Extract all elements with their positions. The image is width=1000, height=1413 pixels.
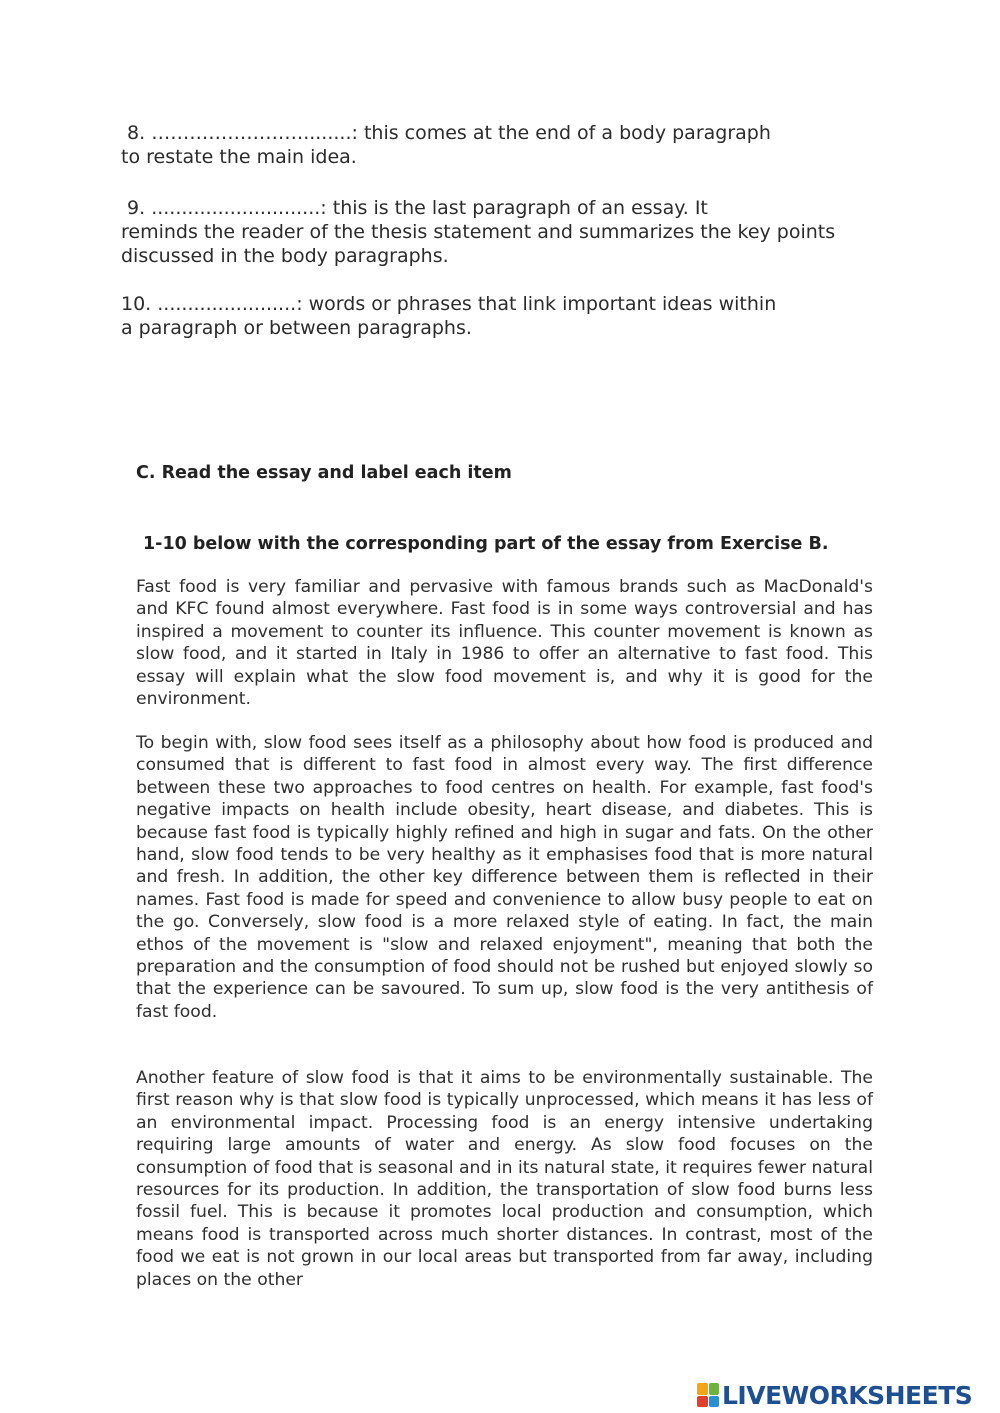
definition-item-9 (121, 196, 861, 268)
definition-item-10 (121, 292, 861, 340)
logo-tile-3 (697, 1396, 708, 1408)
definition-text-cont: to restate the main idea. (121, 146, 357, 168)
logo-tile-4 (709, 1396, 720, 1408)
definition-text-cont: a paragraph or between paragraphs. (121, 317, 472, 339)
answer-blank[interactable]: ....................... (157, 293, 297, 315)
definition-text: : this comes at the end of a body paragraph (351, 122, 771, 144)
answer-blank[interactable]: ……………………........ (151, 122, 352, 144)
section-c-heading: C. Read the essay and label each item (136, 463, 512, 483)
definition-text: : words or phrases that link important ideas within (296, 293, 777, 315)
definition-text-cont: reminds the reader of the thesis statement and summarizes the key points discussed in the body paragraphs. (121, 221, 836, 267)
essay-paragraph-body-2: Another feature of slow food is that it aims to be environmentally sustainable. The first reason why is that slow food is typically unprocessed, which means it has less of an environmental impact. Processing food is an energy intensive undertaking requiring large amounts of water and energy. As slow food focuses on the consumption of food that is seasonal and in its natural state, it requires fewer natural resources for its production. In addition, the transportation of slow food burns less fossil fuel. This is because it promotes local production and consumption, which means food is transported across much shorter distances. In contrast, most of the food we eat is not grown in our local areas but transported from far away, including places on the other (136, 1068, 873, 1290)
definition-text: : this is the last paragraph of an essay. It (320, 197, 708, 219)
definition-number: 10. (121, 293, 152, 315)
definition-number: 8. (127, 122, 146, 144)
logo-text: LIVEWORKSHEETS (722, 1380, 973, 1410)
liveworksheets-logo-icon (697, 1383, 719, 1407)
essay-paragraph-body-1: To begin with, slow food sees itself as a philosophy about how food is produced and consumed that is different to fast food in almost every way. The first difference between these two approaches to food centres on health. For example, fast food's negative impacts on health include obesity, heart disease, and diabetes. This is because fast food is typically highly refined and high in sugar and fats. On the other hand, slow food tends to be very healthy as it emphasises food that is more natural and fresh. In addition, the other key difference between them is reflected in their names. Fast food is made for speed and convenience to allow busy people to eat on the go. Conversely, slow food is a more relaxed style of eating. In fact, the main ethos of the movement is "slow and relaxed enjoyment", meaning that both the preparation and the consumption of food should not be rushed but enjoyed slowly so that the experience can be savoured. To sum up, slow food is the very antithesis of fast food. (136, 733, 873, 1022)
essay-paragraph-intro: Fast food is very familiar and pervasive with famous brands such as MacDonald's and KFC found almost everywhere. Fast food is in some ways controversial and has inspired a movement to counter its influence. This counter movement is known as slow food, and it started in Italy in 1986 to offer an alternative to fast food. This essay will explain what the slow food movement is, and why it is good for the environment. (136, 577, 873, 710)
logo-tile-2 (709, 1383, 720, 1395)
logo-tile-1 (697, 1383, 708, 1395)
definition-number: 9. (127, 197, 146, 219)
definition-item-8 (121, 121, 861, 169)
liveworksheets-logo (697, 1380, 972, 1410)
answer-blank[interactable]: ............................ (151, 197, 321, 219)
section-c-subheading: 1-10 below with the corresponding part of the essay from Exercise B. (143, 534, 829, 554)
